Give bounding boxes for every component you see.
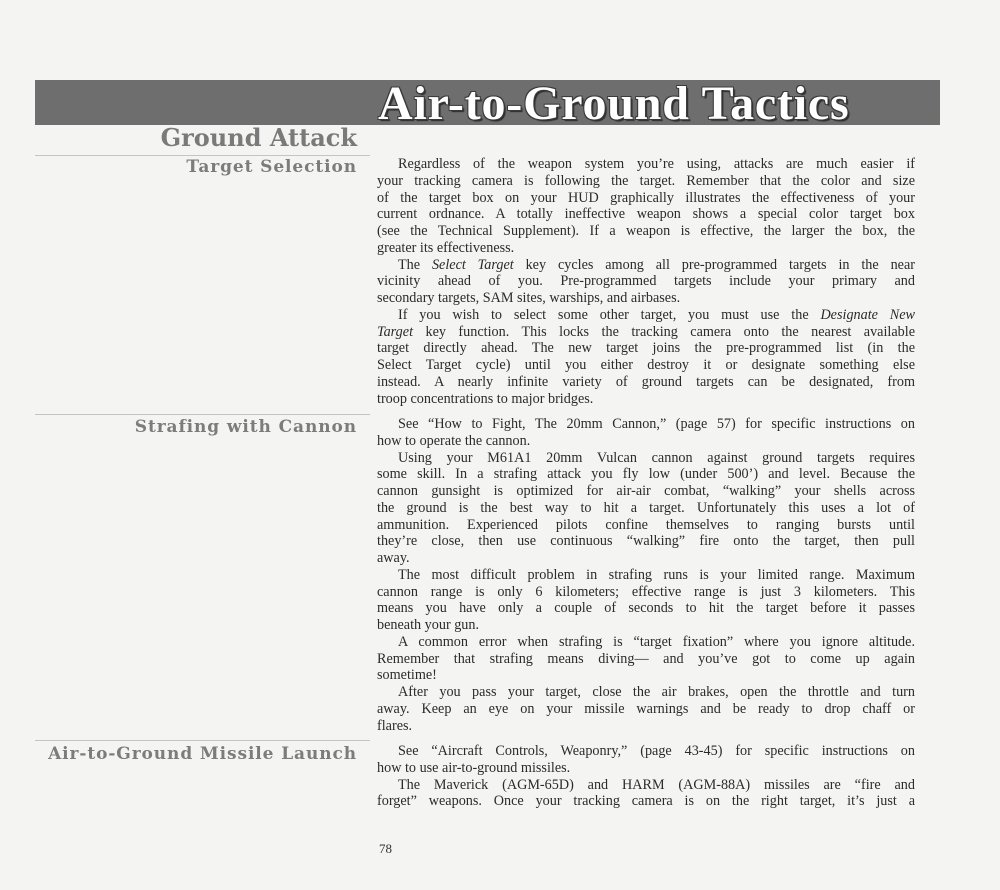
text-run: If you wish to select some other target, you must use the [398,306,821,323]
paragraph [377,634,915,684]
body-line: means you have only a couple of seconds to hit the target before it passes [377,600,915,617]
body-line: cannon range is only 6 kilometers; effective range is just 3 kilometers. This [377,583,915,600]
body-line: After you pass your target, close the air brakes, open the throttle and turn [398,684,915,700]
body-line: how to operate the cannon. [377,432,531,449]
body-line: Select Target cycle) until you either destroy it or designate something else [377,357,915,373]
paragraph [377,257,915,307]
section-heading: Air-to-Ground Missile Launch [48,744,357,764]
page-number: 78 [379,841,392,856]
page-title: Air-to-Ground Tactics [378,77,850,130]
paragraph [377,450,915,567]
text-run: key function. This locks the tracking camera onto the nearest available [413,323,915,340]
body-line: The Maverick (AGM-65D) and HARM (AGM-88A) missiles are “fire and [398,776,915,793]
body-line: how to use air-to-ground missiles. [377,759,571,776]
divider-rule [35,414,370,415]
body-line: greater its effectiveness. [377,239,515,256]
body-line: sometime! [377,667,437,684]
text-run: key cycles among all pre-programmed targets in the near [513,256,915,273]
body-line: troop concentrations to major bridges. [377,390,594,407]
body-line: The most difficult problem in strafing runs is your limited range. Maximum [398,566,915,583]
italic-term: Designate New [820,306,916,323]
body-line: Regardless of the weapon system you’re using, attacks are much easier if [398,156,915,172]
body-line: ammunition. Experienced pilots confine themselves to ranging bursts until [377,516,915,533]
chapter-heading: Ground Attack [160,123,357,152]
body-line: forget” weapons. Once your tracking camera is on the right target, it’s just a [377,793,915,810]
body-line: cannon gunsight is optimized for air-air combat, “walking” your shells across [377,483,915,499]
body-line: target directly ahead. The new target joins the pre-programmed list (in the [377,340,915,357]
body-line: secondary targets, SAM sites, warships, and airbases. [377,290,681,306]
section-heading: Target Selection [186,157,357,177]
body-line: current ordnance. A totally ineffective weapon shows a special color target box [377,206,915,223]
paragraph [377,156,915,257]
body-line: they’re close, then use continuous “walking” fire onto the target, then pull [377,533,915,550]
body-line: your tracking camera is following the target. Remember that the color and size [377,172,915,189]
section-body [377,156,915,407]
body-line: Using your M61A1 20mm Vulcan cannon against ground targets requires [398,449,915,466]
body-line: the ground is the best way to hit a target. Unfortunately this uses a lot of [377,499,915,516]
body-line: of the target box on your HUD graphically illustrates the effectiveness of your [377,189,915,206]
paragraph [377,777,915,811]
body-line: instead. A nearly infinite variety of ground targets can be designated, from [377,373,915,390]
title-banner [35,77,940,130]
body-line: away. Keep an eye on your missile warnings and be ready to drop chaff or [377,700,915,717]
body-line: Remember that strafing means diving— and you’ve got to come up again [377,650,915,667]
text-run: The [398,256,432,273]
body-line: beneath your gun. [377,617,480,633]
body-line [377,324,915,341]
paragraph [377,743,915,777]
body-line: some skill. In a strafing attack you fly low (under 500’) and level. Because the [377,466,915,483]
section-body [377,416,915,734]
body-line: (see the Technical Supplement). If a weapon is effective, the larger the box, the [377,223,915,239]
section-body [377,743,915,810]
paragraph [377,567,915,634]
paragraph [377,416,915,450]
paragraph [377,307,915,408]
body-line [377,257,915,274]
body-line: away. [377,550,410,566]
body-line: See “How to Fight, The 20mm Cannon,” (page 57) for specific instructions on [398,416,915,432]
body-line: See “Aircraft Controls, Weaponry,” (page 43-45) for specific instructions on [398,743,915,759]
italic-term: Select Target [431,256,514,273]
body-line: flares. [377,717,413,734]
paragraph [377,684,915,734]
divider-rule [35,740,370,741]
italic-term: Target [377,323,414,340]
body-line: vicinity ahead of you. Pre-programmed targets include your primary and [377,273,915,290]
body-line: A common error when strafing is “target fixation” where you ignore altitude. [398,633,915,650]
body-line [377,307,915,324]
section-heading: Strafing with Cannon [134,417,357,437]
